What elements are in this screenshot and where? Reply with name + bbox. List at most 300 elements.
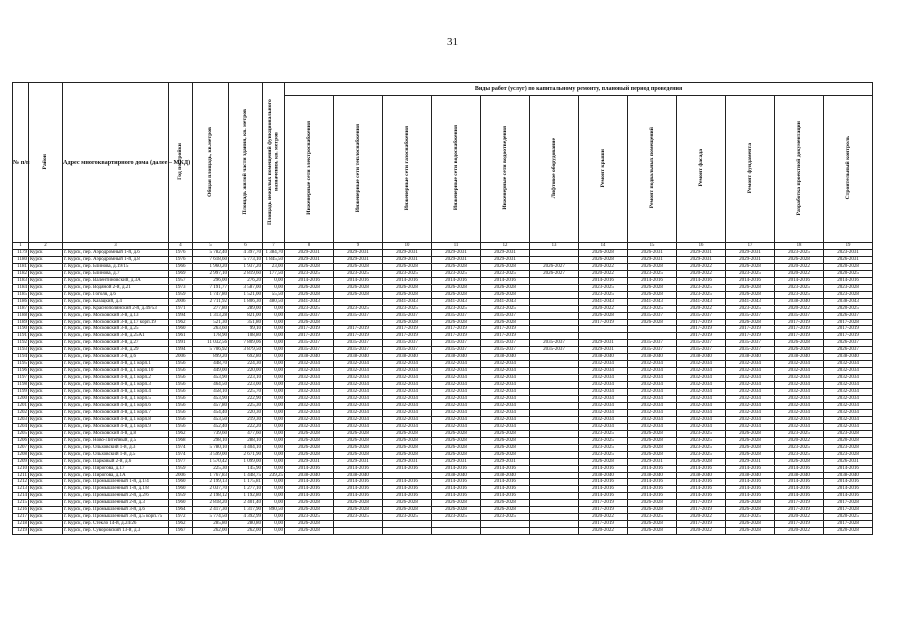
row-work-period: 2023-2025 bbox=[383, 514, 432, 521]
row-area-nonliving: 0,00 bbox=[263, 409, 285, 416]
row-work-period: 2032-2034 bbox=[285, 416, 334, 423]
row-work-period: 2014-2016 bbox=[432, 465, 481, 472]
row-work-period: 2032-2034 bbox=[432, 402, 481, 409]
header-year: Год постройки bbox=[169, 83, 193, 243]
row-work-period: 2014-2016 bbox=[628, 493, 677, 500]
column-numbers-row bbox=[13, 243, 873, 250]
row-number: 1205 bbox=[13, 430, 29, 437]
row-work-period: 2026-2028 bbox=[579, 312, 628, 319]
row-work-period: 2026-2031 bbox=[824, 256, 873, 263]
row-work-period: 2026-2028 bbox=[334, 437, 383, 444]
row-number: 1209 bbox=[13, 458, 29, 465]
row-work-period bbox=[530, 326, 579, 333]
row-work-period: 2023-2025 bbox=[481, 270, 530, 277]
row-work-period: 2032-2034 bbox=[383, 416, 432, 423]
row-work-period: 2029-2031 bbox=[432, 250, 481, 257]
row-work-period: 2023-2025 bbox=[334, 514, 383, 521]
row-area-total: 298,10 bbox=[193, 437, 229, 444]
row-work-period: 2020-2022 bbox=[775, 270, 824, 277]
table-row bbox=[13, 333, 873, 340]
table-row bbox=[13, 263, 873, 270]
row-area-living: 821,00 bbox=[229, 312, 263, 319]
row-work-period: 2017-2028 bbox=[824, 521, 873, 528]
row-work-period bbox=[530, 486, 579, 493]
row-work-period: 2026-2028 bbox=[726, 284, 775, 291]
table-row bbox=[13, 521, 873, 528]
row-year: 1960 bbox=[169, 486, 193, 493]
row-work-period: 2017-2019 bbox=[334, 326, 383, 333]
row-work-period: 2032-2034 bbox=[775, 375, 824, 382]
row-rayon: Курск bbox=[29, 305, 63, 312]
row-work-period: 2026-2028 bbox=[628, 500, 677, 507]
row-work-period: 2014-2016 bbox=[432, 479, 481, 486]
row-area-nonliving: 0,00 bbox=[263, 416, 285, 423]
row-work-period: 2023-2025 bbox=[285, 305, 334, 312]
row-work-period: 2020-2022 bbox=[677, 514, 726, 521]
row-area-living: 1 806,30 bbox=[229, 298, 263, 305]
row-area-nonliving: 0,00 bbox=[263, 514, 285, 521]
row-work-period: 2032-2034 bbox=[824, 416, 873, 423]
row-work-period: 2017-2019 bbox=[579, 507, 628, 514]
row-work-period: 2020-2022 bbox=[775, 437, 824, 444]
row-work-period: 2023-2028 bbox=[824, 444, 873, 451]
row-work-period: 2020-2022 bbox=[579, 528, 628, 535]
row-work-period: 2026-2028 bbox=[432, 451, 481, 458]
row-area-nonliving: 0,00 bbox=[263, 493, 285, 500]
row-work-period: 2014-2016 bbox=[775, 493, 824, 500]
row-number: 1179 bbox=[13, 250, 29, 257]
row-work-period: 2017-2019 bbox=[677, 326, 726, 333]
row-work-period bbox=[383, 528, 432, 535]
row-work-period: 2026-2028 bbox=[677, 458, 726, 465]
row-work-period: 2026-2028 bbox=[285, 437, 334, 444]
row-rayon: Курск bbox=[29, 465, 63, 472]
row-work-period: 2038-2040 bbox=[726, 472, 775, 479]
row-work-period bbox=[530, 319, 579, 326]
row-work-period: 2014-2016 bbox=[775, 479, 824, 486]
row-work-period: 2032-2034 bbox=[775, 382, 824, 389]
table-row bbox=[13, 514, 873, 521]
capital-repair-table bbox=[12, 82, 873, 535]
row-area-nonliving: 0,00 bbox=[263, 396, 285, 403]
row-area-nonliving: 0,00 bbox=[263, 277, 285, 284]
row-work-period: 2014-2016 bbox=[726, 493, 775, 500]
row-work-period: 2026-2028 bbox=[628, 521, 677, 528]
row-work-period: 2026-2028 bbox=[481, 451, 530, 458]
row-work-period: 2026-2028 bbox=[285, 521, 334, 528]
row-year: 1972 bbox=[169, 514, 193, 521]
row-work-period: 2026-2028 bbox=[383, 437, 432, 444]
row-work-period: 2032-2034 bbox=[824, 389, 873, 396]
header-work-11: Разработка проектной документации bbox=[775, 96, 824, 243]
row-work-period: 2035-2037 bbox=[481, 347, 530, 354]
row-work-period: 2023-2025 bbox=[775, 284, 824, 291]
row-work-period bbox=[530, 389, 579, 396]
row-work-period: 2014-2016 bbox=[481, 493, 530, 500]
row-area-living: 1 099,00 bbox=[229, 458, 263, 465]
row-area-nonliving: 177,50 bbox=[263, 270, 285, 277]
row-work-period: 2035-2037 bbox=[530, 347, 579, 354]
row-rayon: Курск bbox=[29, 277, 63, 284]
table-row bbox=[13, 277, 873, 284]
row-number: 1212 bbox=[13, 479, 29, 486]
row-work-period: 2014-2016 bbox=[824, 277, 873, 284]
row-area-total: 225,30 bbox=[193, 465, 229, 472]
row-rayon: Курск bbox=[29, 319, 63, 326]
row-work-period: 2017-2019 bbox=[579, 319, 628, 326]
row-work-period: 2038-2040 bbox=[775, 354, 824, 361]
table-row bbox=[13, 368, 873, 375]
row-work-period: 2032-2034 bbox=[579, 368, 628, 375]
row-work-period bbox=[383, 521, 432, 528]
row-work-period: 2032-2034 bbox=[824, 396, 873, 403]
row-address: г. Курск, пер. Московский 4-й, д.1 корп.5 bbox=[63, 396, 169, 403]
row-work-period: 2038-2040 bbox=[383, 354, 432, 361]
row-work-period: 2020-2028 bbox=[824, 528, 873, 535]
row-address: г. Курск, пер. Московский 4-й, д.1 корп.7 bbox=[63, 409, 169, 416]
table-row bbox=[13, 479, 873, 486]
row-address: г. Курск, пер. Блинова, д.19/15 bbox=[63, 263, 169, 270]
row-rayon: Курск bbox=[29, 270, 63, 277]
row-work-period bbox=[530, 500, 579, 507]
row-work-period bbox=[432, 528, 481, 535]
row-work-period: 2032-2034 bbox=[334, 382, 383, 389]
row-work-period: 2014-2016 bbox=[677, 277, 726, 284]
row-work-period: 2032-2034 bbox=[481, 423, 530, 430]
row-area-nonliving: 55,50 bbox=[263, 291, 285, 298]
row-area-nonliving: 0,00 bbox=[263, 486, 285, 493]
row-work-period: 2017-2019 bbox=[677, 333, 726, 340]
row-work-period: 2032-2034 bbox=[677, 409, 726, 416]
row-number: 1204 bbox=[13, 423, 29, 430]
row-area-nonliving: 0,00 bbox=[263, 402, 285, 409]
row-work-period: 2029-2031 bbox=[726, 256, 775, 263]
row-work-period: 2017-2019 bbox=[383, 326, 432, 333]
row-work-period: 2017-2019 bbox=[579, 500, 628, 507]
row-work-period: 2017-2019 bbox=[334, 333, 383, 340]
row-area-nonliving: 23,00 bbox=[263, 263, 285, 270]
row-work-period bbox=[530, 402, 579, 409]
table-row bbox=[13, 347, 873, 354]
row-work-period: 2032-2034 bbox=[775, 396, 824, 403]
column-number: 3 bbox=[63, 243, 169, 250]
table-row bbox=[13, 326, 873, 333]
row-area-total: 7 191,77 bbox=[193, 284, 229, 291]
row-work-period: 2035-2037 bbox=[481, 340, 530, 347]
row-work-period: 2038-2040 bbox=[775, 472, 824, 479]
row-work-period: 2032-2034 bbox=[481, 409, 530, 416]
row-rayon: Курск bbox=[29, 437, 63, 444]
row-year: 1961 bbox=[169, 333, 193, 340]
row-work-period: 2014-2016 bbox=[432, 277, 481, 284]
row-rayon: Курск bbox=[29, 493, 63, 500]
row-work-period bbox=[530, 354, 579, 361]
row-work-period: 2035-2037 bbox=[677, 312, 726, 319]
row-work-period: 2014-2016 bbox=[775, 277, 824, 284]
row-work-period: 2026-2028 bbox=[726, 444, 775, 451]
row-work-period: 2032-2034 bbox=[579, 423, 628, 430]
row-work-period: 2017-2019 bbox=[775, 500, 824, 507]
row-area-living: 1 277,10 bbox=[229, 486, 263, 493]
row-work-period: 2032-2034 bbox=[432, 423, 481, 430]
row-area-total: 2 198,12 bbox=[193, 493, 229, 500]
row-work-period: 2032-2034 bbox=[383, 423, 432, 430]
row-work-period: 2026-2028 bbox=[432, 444, 481, 451]
row-area-living: 1 192,80 bbox=[229, 493, 263, 500]
row-work-period: 2032-2034 bbox=[383, 382, 432, 389]
row-work-period: 2038-2040 bbox=[579, 472, 628, 479]
row-work-period: 2023-2025 bbox=[677, 284, 726, 291]
row-work-period: 2026-2028 bbox=[383, 291, 432, 298]
column-number: 2 bbox=[29, 243, 63, 250]
header-work-1: Инженерные сети электроснабжения bbox=[285, 96, 334, 243]
row-work-period: 2032-2034 bbox=[677, 382, 726, 389]
row-area-living: 288,10 bbox=[229, 437, 263, 444]
row-area-living: 222,20 bbox=[229, 423, 263, 430]
row-area-nonliving: 0,00 bbox=[263, 437, 285, 444]
row-work-period: 2029-2031 bbox=[726, 250, 775, 257]
row-address: г. Курск, пер. Московский 3-й, д.29 bbox=[63, 347, 169, 354]
row-address: г. Курск, пер. Ново-Литейный, д.5 bbox=[63, 437, 169, 444]
row-area-nonliving: 0,00 bbox=[263, 340, 285, 347]
header-works-group: Виды работ (услуг) по капитальному ремонту, плановый период проведения bbox=[285, 83, 873, 96]
row-work-period: 2023-2025 bbox=[628, 514, 677, 521]
table-row bbox=[13, 486, 873, 493]
row-work-period: 2032-2034 bbox=[824, 368, 873, 375]
row-work-period: 2026-2028 bbox=[628, 444, 677, 451]
row-number: 1206 bbox=[13, 437, 29, 444]
row-number: 1188 bbox=[13, 312, 29, 319]
row-rayon: Курск bbox=[29, 340, 63, 347]
row-work-period bbox=[530, 382, 579, 389]
row-work-period: 2026-2028 bbox=[628, 437, 677, 444]
row-work-period: 2032-2034 bbox=[579, 416, 628, 423]
table-row bbox=[13, 340, 873, 347]
row-area-nonliving: 0,00 bbox=[263, 319, 285, 326]
row-work-period: 2026-2028 bbox=[334, 291, 383, 298]
row-work-period: 2014-2016 bbox=[383, 465, 432, 472]
row-work-period: 2014-2016 bbox=[383, 493, 432, 500]
row-area-living: 692,80 bbox=[229, 354, 263, 361]
row-work-period: 2023-2025 bbox=[677, 430, 726, 437]
header-rayon: Район bbox=[29, 83, 63, 243]
row-rayon: Курск bbox=[29, 507, 63, 514]
row-work-period: 2029-2031 bbox=[334, 250, 383, 257]
row-work-period: 2023-2025 bbox=[579, 444, 628, 451]
row-work-period: 2014-2016 bbox=[579, 277, 628, 284]
row-work-period: 2014-2016 bbox=[383, 479, 432, 486]
row-address: г. Курск, пер. Промышленный 1-й, д.1/8 bbox=[63, 486, 169, 493]
row-address: г. Курск, пер. Промышленный 1-й, д.1/4 bbox=[63, 479, 169, 486]
column-number: 19 bbox=[824, 243, 873, 250]
row-work-period: 2041-2043 bbox=[285, 298, 334, 305]
row-work-period: 2023-2028 bbox=[824, 451, 873, 458]
row-number: 1185 bbox=[13, 291, 29, 298]
row-work-period: 2035-2037 bbox=[334, 347, 383, 354]
row-work-period: 2023-2025 bbox=[432, 514, 481, 521]
row-work-period bbox=[334, 521, 383, 528]
row-work-period: 2026-2028 bbox=[285, 444, 334, 451]
row-work-period: 2026-2028 bbox=[432, 284, 481, 291]
row-year: 1960 bbox=[169, 479, 193, 486]
row-work-period: 2032-2034 bbox=[334, 389, 383, 396]
row-address: г. Курск, пер. Промышленный 2-й, д.2/6 bbox=[63, 493, 169, 500]
row-work-period: 2026-2028 bbox=[775, 347, 824, 354]
row-work-period: 2026-2028 bbox=[579, 250, 628, 257]
row-work-period: 2026-2037 bbox=[824, 347, 873, 354]
row-area-nonliving: 0,00 bbox=[263, 528, 285, 535]
column-number: 17 bbox=[726, 243, 775, 250]
row-rayon: Курск bbox=[29, 284, 63, 291]
row-work-period: 2032-2034 bbox=[481, 368, 530, 375]
row-rayon: Курск bbox=[29, 528, 63, 535]
row-work-period bbox=[530, 514, 579, 521]
header-work-12: Строительный контроль bbox=[824, 96, 873, 243]
row-work-period: 2026-2028 bbox=[726, 291, 775, 298]
row-area-nonliving: 890,50 bbox=[263, 507, 285, 514]
row-work-period: 2029-2031 bbox=[285, 250, 334, 257]
row-work-period: 2026-2028 bbox=[481, 284, 530, 291]
row-work-period: 2035-2037 bbox=[775, 312, 824, 319]
row-area-total: 464,50 bbox=[193, 382, 229, 389]
row-work-period: 2026-2028 bbox=[334, 284, 383, 291]
row-work-period: 2020-2022 bbox=[677, 263, 726, 270]
row-work-period: 2032-2034 bbox=[383, 396, 432, 403]
row-address: г. Курск, пер. Аэродромный 1-й, д.6 bbox=[63, 250, 169, 257]
row-rayon: Курск bbox=[29, 486, 63, 493]
row-year: 1956 bbox=[169, 396, 193, 403]
row-number: 1187 bbox=[13, 305, 29, 312]
row-work-period: 2026-2028 bbox=[432, 319, 481, 326]
row-area-nonliving: 0,00 bbox=[263, 451, 285, 458]
row-area-total: 2 199,13 bbox=[193, 479, 229, 486]
row-work-period bbox=[530, 277, 579, 284]
row-work-period: 2029-2031 bbox=[432, 256, 481, 263]
row-work-period: 2032-2034 bbox=[677, 416, 726, 423]
row-number: 1215 bbox=[13, 500, 29, 507]
row-work-period: 2035-2037 bbox=[481, 312, 530, 319]
row-work-period: 2032-2034 bbox=[383, 389, 432, 396]
row-area-nonliving: 0,00 bbox=[263, 430, 285, 437]
row-work-period: 2014-2016 bbox=[334, 493, 383, 500]
row-year: 1991 bbox=[169, 340, 193, 347]
row-area-total: 2 711,92 bbox=[193, 298, 229, 305]
row-work-period: 2017-2019 bbox=[579, 521, 628, 528]
row-work-period: 2023-2025 bbox=[726, 305, 775, 312]
row-area-total: 1 570,42 bbox=[193, 458, 229, 465]
row-work-period: 2026-2028 bbox=[383, 507, 432, 514]
row-work-period: 2023-2028 bbox=[824, 284, 873, 291]
row-work-period bbox=[530, 458, 579, 465]
row-work-period: 2032-2034 bbox=[726, 389, 775, 396]
row-year: 1968 bbox=[169, 437, 193, 444]
row-address: г. Курск, пер. Краснополянский 2-й, д.49/53 bbox=[63, 305, 169, 312]
row-area-nonliving: 0,00 bbox=[263, 458, 285, 465]
row-work-period: 2014-2016 bbox=[285, 479, 334, 486]
row-number: 1203 bbox=[13, 416, 29, 423]
row-work-period: 2035-2037 bbox=[628, 340, 677, 347]
row-work-period: 2032-2034 bbox=[824, 423, 873, 430]
table-row bbox=[13, 437, 873, 444]
row-address: г. Курск, пер. Московский 4-й, д.1 корп.9 bbox=[63, 423, 169, 430]
row-work-period: 2014-2016 bbox=[481, 465, 530, 472]
row-area-living: 224,30 bbox=[229, 361, 263, 368]
row-work-period: 2026-2028 bbox=[432, 291, 481, 298]
row-work-period: 2023-2025 bbox=[334, 305, 383, 312]
row-work-period: 2026-2037 bbox=[824, 340, 873, 347]
row-year: 1956 bbox=[169, 402, 193, 409]
row-work-period: 2032-2034 bbox=[775, 409, 824, 416]
row-work-period: 2026-2028 bbox=[334, 430, 383, 437]
row-area-nonliving: 0,00 bbox=[263, 375, 285, 382]
row-number: 1218 bbox=[13, 521, 29, 528]
row-work-period: 2032-2034 bbox=[677, 396, 726, 403]
row-work-period: 2026-2028 bbox=[383, 500, 432, 507]
row-work-period: 2014-2016 bbox=[383, 486, 432, 493]
row-number: 1193 bbox=[13, 347, 29, 354]
row-work-period: 2032-2034 bbox=[432, 409, 481, 416]
row-work-period: 2026-2028 bbox=[285, 263, 334, 270]
row-work-period: 2017-2028 bbox=[824, 500, 873, 507]
row-work-period: 2035-2037 bbox=[432, 312, 481, 319]
row-address: г. Курск, пер. Водяной 2-й, д.21 bbox=[63, 284, 169, 291]
row-address: г. Курск, пер. Московский 4-й, д.8 bbox=[63, 430, 169, 437]
row-area-total: 452,40 bbox=[193, 423, 229, 430]
header-work-4: Инженерные сети водоснабжения bbox=[432, 96, 481, 243]
row-work-period: 2032-2034 bbox=[824, 409, 873, 416]
row-work-period: 2038-2040 bbox=[628, 472, 677, 479]
row-work-period: 2029-2031 bbox=[334, 458, 383, 465]
row-work-period: 2038-2040 bbox=[677, 354, 726, 361]
row-work-period bbox=[530, 250, 579, 257]
row-address: г. Курск, пер. Московский 4-й, д.1 корп.6 bbox=[63, 402, 169, 409]
row-work-period: 2029-2031 bbox=[334, 256, 383, 263]
row-work-period: 2020-2022 bbox=[775, 528, 824, 535]
row-area-total: 1 767,83 bbox=[193, 472, 229, 479]
row-work-period: 2020-2025 bbox=[824, 270, 873, 277]
row-work-period: 2023-2025 bbox=[677, 444, 726, 451]
row-work-period: 2041-2043 bbox=[628, 298, 677, 305]
row-area-total: 453,90 bbox=[193, 375, 229, 382]
row-work-period: 2017-2019 bbox=[824, 326, 873, 333]
row-area-nonliving: 0,00 bbox=[263, 521, 285, 528]
row-year: 1962 bbox=[169, 430, 193, 437]
row-work-period: 2038-2040 bbox=[432, 472, 481, 479]
row-work-period: 2017-2019 bbox=[285, 326, 334, 333]
row-work-period: 2032-2034 bbox=[824, 402, 873, 409]
row-work-period: 2038-2040 bbox=[334, 472, 383, 479]
row-work-period: 2017-2019 bbox=[383, 333, 432, 340]
row-year: 1967 bbox=[169, 528, 193, 535]
row-work-period: 2017-2019 bbox=[775, 333, 824, 340]
row-work-period: 2029-2031 bbox=[628, 256, 677, 263]
row-work-period bbox=[530, 291, 579, 298]
row-work-period bbox=[530, 437, 579, 444]
row-work-period: 2017-2019 bbox=[726, 333, 775, 340]
row-work-period: 2026-2028 bbox=[579, 256, 628, 263]
row-work-period: 2032-2034 bbox=[677, 402, 726, 409]
row-work-period: 2023-2025 bbox=[579, 291, 628, 298]
row-year: 1976 bbox=[169, 250, 193, 257]
row-work-period: 2032-2034 bbox=[677, 375, 726, 382]
row-work-period: 2029-2031 bbox=[677, 250, 726, 257]
row-work-period: 2023-2025 bbox=[432, 270, 481, 277]
row-area-living: 1 521,00 bbox=[229, 291, 263, 298]
row-work-period: 2041-2043 bbox=[579, 298, 628, 305]
header-area-nonliving: Площадь нежилых помещений функционального назначения, кв. метров bbox=[263, 83, 285, 243]
row-work-period bbox=[530, 416, 579, 423]
table-row bbox=[13, 389, 873, 396]
